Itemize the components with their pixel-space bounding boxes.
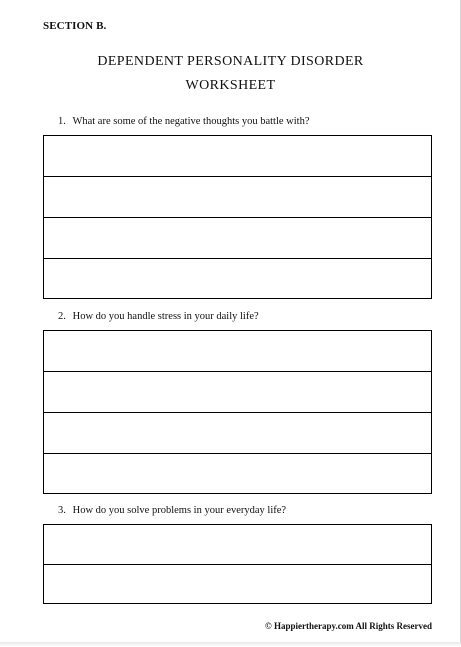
section-label: SECTION B. bbox=[43, 20, 107, 32]
question-2 bbox=[58, 311, 259, 322]
answer-row-divider bbox=[44, 453, 431, 454]
question-3-number: 3. bbox=[58, 505, 66, 516]
answer-row-divider bbox=[44, 176, 431, 177]
page-bottom-edge bbox=[0, 642, 461, 647]
answer-box-3[interactable] bbox=[43, 524, 432, 604]
answer-row-divider bbox=[44, 412, 431, 413]
answer-row-divider bbox=[44, 258, 431, 259]
question-2-text: How do you handle stress in your daily life? bbox=[72, 311, 259, 322]
question-3 bbox=[58, 505, 286, 516]
answer-box-1[interactable] bbox=[43, 135, 432, 299]
copyright-footer: © Happiertherapy.com All Rights Reserved bbox=[265, 621, 432, 631]
question-2-number: 2. bbox=[58, 311, 66, 322]
worksheet-title-line-2: WORKSHEET bbox=[185, 78, 276, 93]
question-1-text: What are some of the negative thoughts you battle with? bbox=[72, 116, 310, 127]
answer-row-divider bbox=[44, 564, 431, 565]
answer-box-2[interactable] bbox=[43, 330, 432, 494]
question-1 bbox=[58, 116, 310, 127]
worksheet-title-line-1: DEPENDENT PERSONALITY DISORDER bbox=[97, 54, 364, 69]
question-3-text: How do you solve problems in your everyday life? bbox=[72, 505, 287, 516]
question-1-number: 1. bbox=[58, 116, 66, 127]
answer-row-divider bbox=[44, 371, 431, 372]
answer-row-divider bbox=[44, 217, 431, 218]
